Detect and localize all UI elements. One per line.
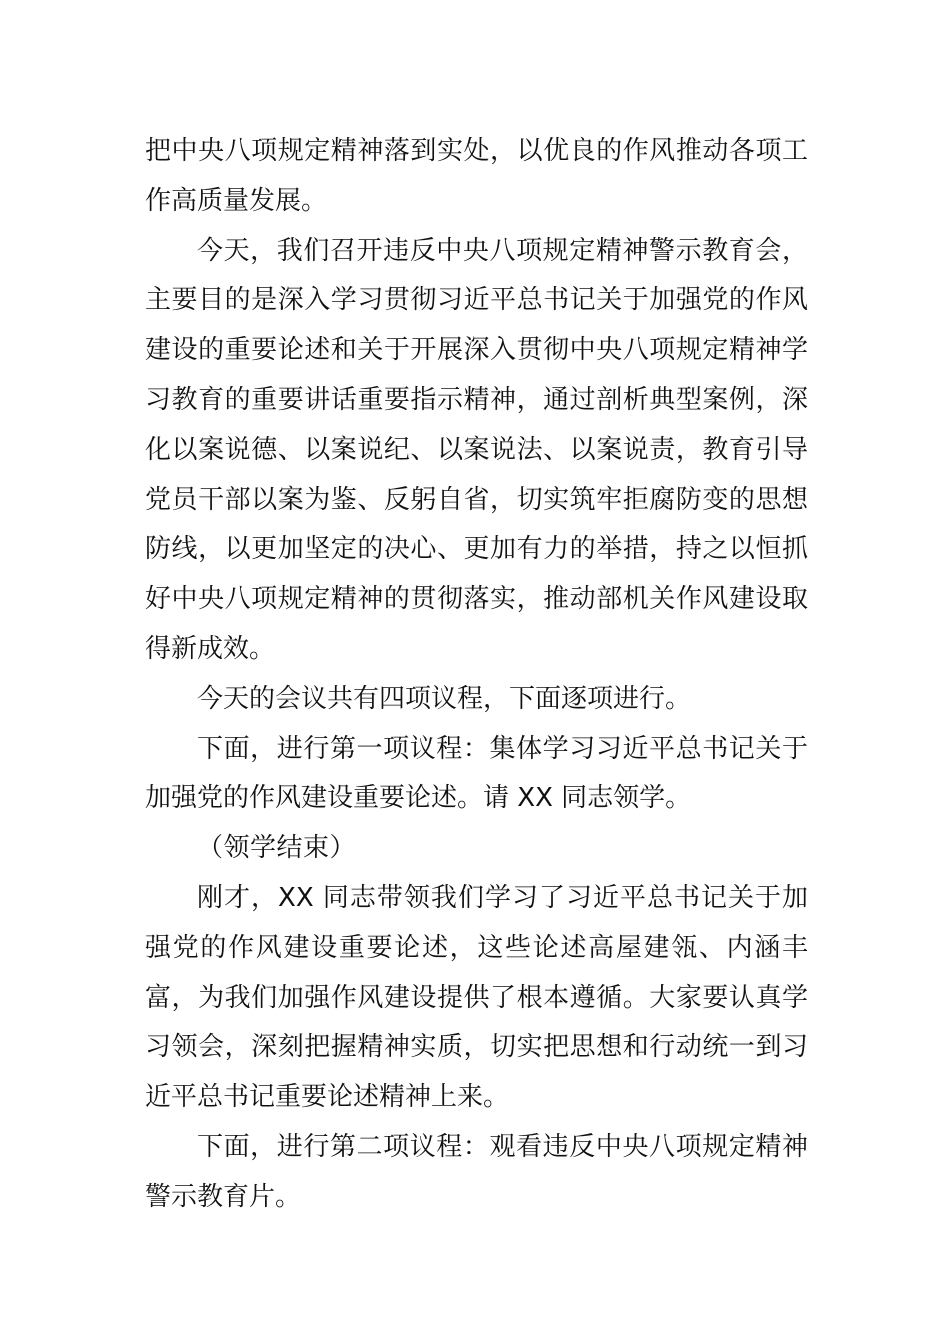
paragraph-2: 今天，我们召开违反中央八项规定精神警示教育会，主要目的是深入学习贯彻习近平总书记关于加强党的作风建设的重要论述和关于开展深入贯彻中央八项规定精神学习教育的重要讲话重要指示精神，通过剖析典型案例，深化以案说德、以案说纪、以案说法、以案说责，教育引导党员干部以案为鉴、反躬自省，切实筑牢拒腐防变的思想防线，以更加坚定的决心、更加有力的举措，持之以恒抓好中央八项规定精神的贯彻落实，推动部机关作风建设取得新成效。 <box>145 235 808 664</box>
paragraph-3: 今天的会议共有四项议程，下面逐项进行。 <box>197 683 692 714</box>
paragraph-5-aside: （领学结束） <box>197 833 357 864</box>
paragraph-6: 刚才，XX 同志带领我们学习了习近平总书记关于加强党的作风建设重要论述，这些论述高屋建瓴、内涵丰富，为我们加强作风建设提供了根本遵循。大家要认真学习领会，深刻把握精神实质，切实把思想和行动统一到习近平总书记重要论述精神上来。 <box>145 882 808 1113</box>
paragraph-7: 下面，进行第二项议程：观看违反中央八项规定精神警示教育片。 <box>145 1131 808 1212</box>
paragraph-4: 下面，进行第一项议程：集体学习习近平总书记关于加强党的作风建设重要论述。请 XX 同志领学。 <box>145 733 808 814</box>
paragraph-1: 把中央八项规定精神落到实处，以优良的作风推动各项工作高质量发展。 <box>145 136 808 216</box>
body-text <box>145 127 808 1223</box>
